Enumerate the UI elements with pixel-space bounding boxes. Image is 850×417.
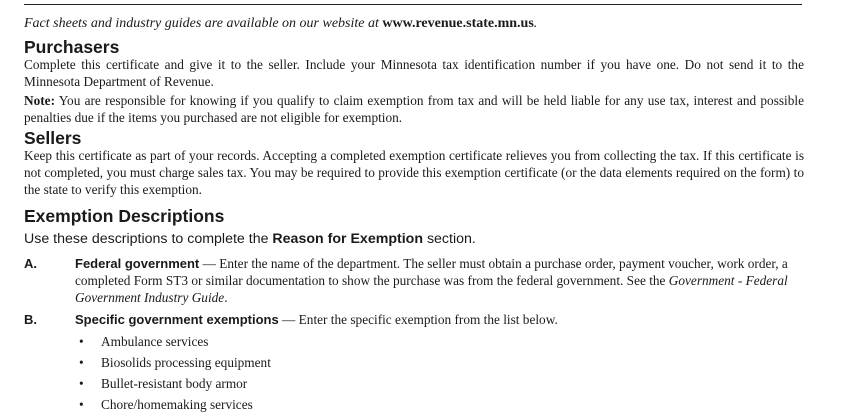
item-body: — Enter the specific exemption from the list below.	[278, 312, 558, 327]
purchasers-paragraph: Complete this certificate and give it to the seller. Include your Minnesota tax identification number if you have one. Do not send it to the Minnesota Department of Revenue.	[24, 57, 804, 89]
note-label: Note:	[24, 93, 56, 108]
sellers-heading: Sellers	[24, 128, 82, 148]
list-item	[75, 354, 271, 375]
list-item	[75, 375, 271, 396]
instructions-suffix: section.	[423, 231, 476, 247]
purchasers-note	[24, 92, 804, 126]
exemption-descriptions-heading	[24, 206, 804, 226]
bullet: •	[79, 376, 84, 391]
item-letter: A.	[24, 256, 37, 271]
item-title: Federal government	[75, 256, 200, 271]
purchasers-heading: Purchasers	[24, 37, 120, 57]
list-item-text: Bullet-resistant body armor	[101, 376, 248, 391]
exemption-instructions	[24, 230, 804, 248]
bullet: •	[79, 334, 84, 349]
list-item-text: Biosolids processing equipment	[101, 355, 271, 370]
website-note-suffix: .	[533, 16, 538, 31]
list-item-text: Chore/homemaking services	[101, 397, 253, 412]
website-note-text: Fact sheets and industry guides are available on our website at	[24, 16, 383, 31]
list-item-text: Ambulance services	[101, 334, 209, 349]
exemption-heading-text: Exemption Descriptions	[24, 206, 225, 226]
list-item	[75, 333, 271, 354]
item-body: — Enter the name of the department. The seller must obtain a purchase order, payment voucher, work order, a completed Form ST3 or similar documentation to show the purchase was from the federal government. See the	[75, 256, 788, 288]
bullet: •	[79, 397, 84, 412]
instructions-prefix: Use these descriptions to complete the	[24, 231, 273, 247]
item-description	[75, 255, 808, 306]
note-text: You are responsible for knowing if you qualify to claim exemption from tax and will be held liable for any use tax, interest and possible penalties due if the items you purchased are not eligible for exemption.	[24, 93, 804, 125]
bullet: •	[79, 355, 84, 370]
government-exemption-list	[75, 333, 271, 417]
top-rule	[24, 4, 802, 5]
industry-guide-reference: Government - Federal Government Industry Guide	[75, 273, 788, 305]
website-link[interactable]: www.revenue.state.mn.us	[382, 16, 534, 31]
website-note	[24, 15, 804, 32]
item-title: Specific government exemptions	[75, 312, 279, 327]
item-letter: B.	[24, 312, 37, 327]
reason-for-exemption-label: Reason for Exemption	[272, 231, 423, 247]
item-tail: .	[224, 290, 228, 305]
sellers-paragraph: Keep this certificate as part of your records. Accepting a completed exemption certificate relieves you from collecting the tax. If this certificate is not completed, you must charge sales tax. You may be required to provide this exemption certificate (or the data elements required on the form) to the state to verify this exemption.	[24, 148, 804, 197]
item-description	[75, 311, 808, 328]
